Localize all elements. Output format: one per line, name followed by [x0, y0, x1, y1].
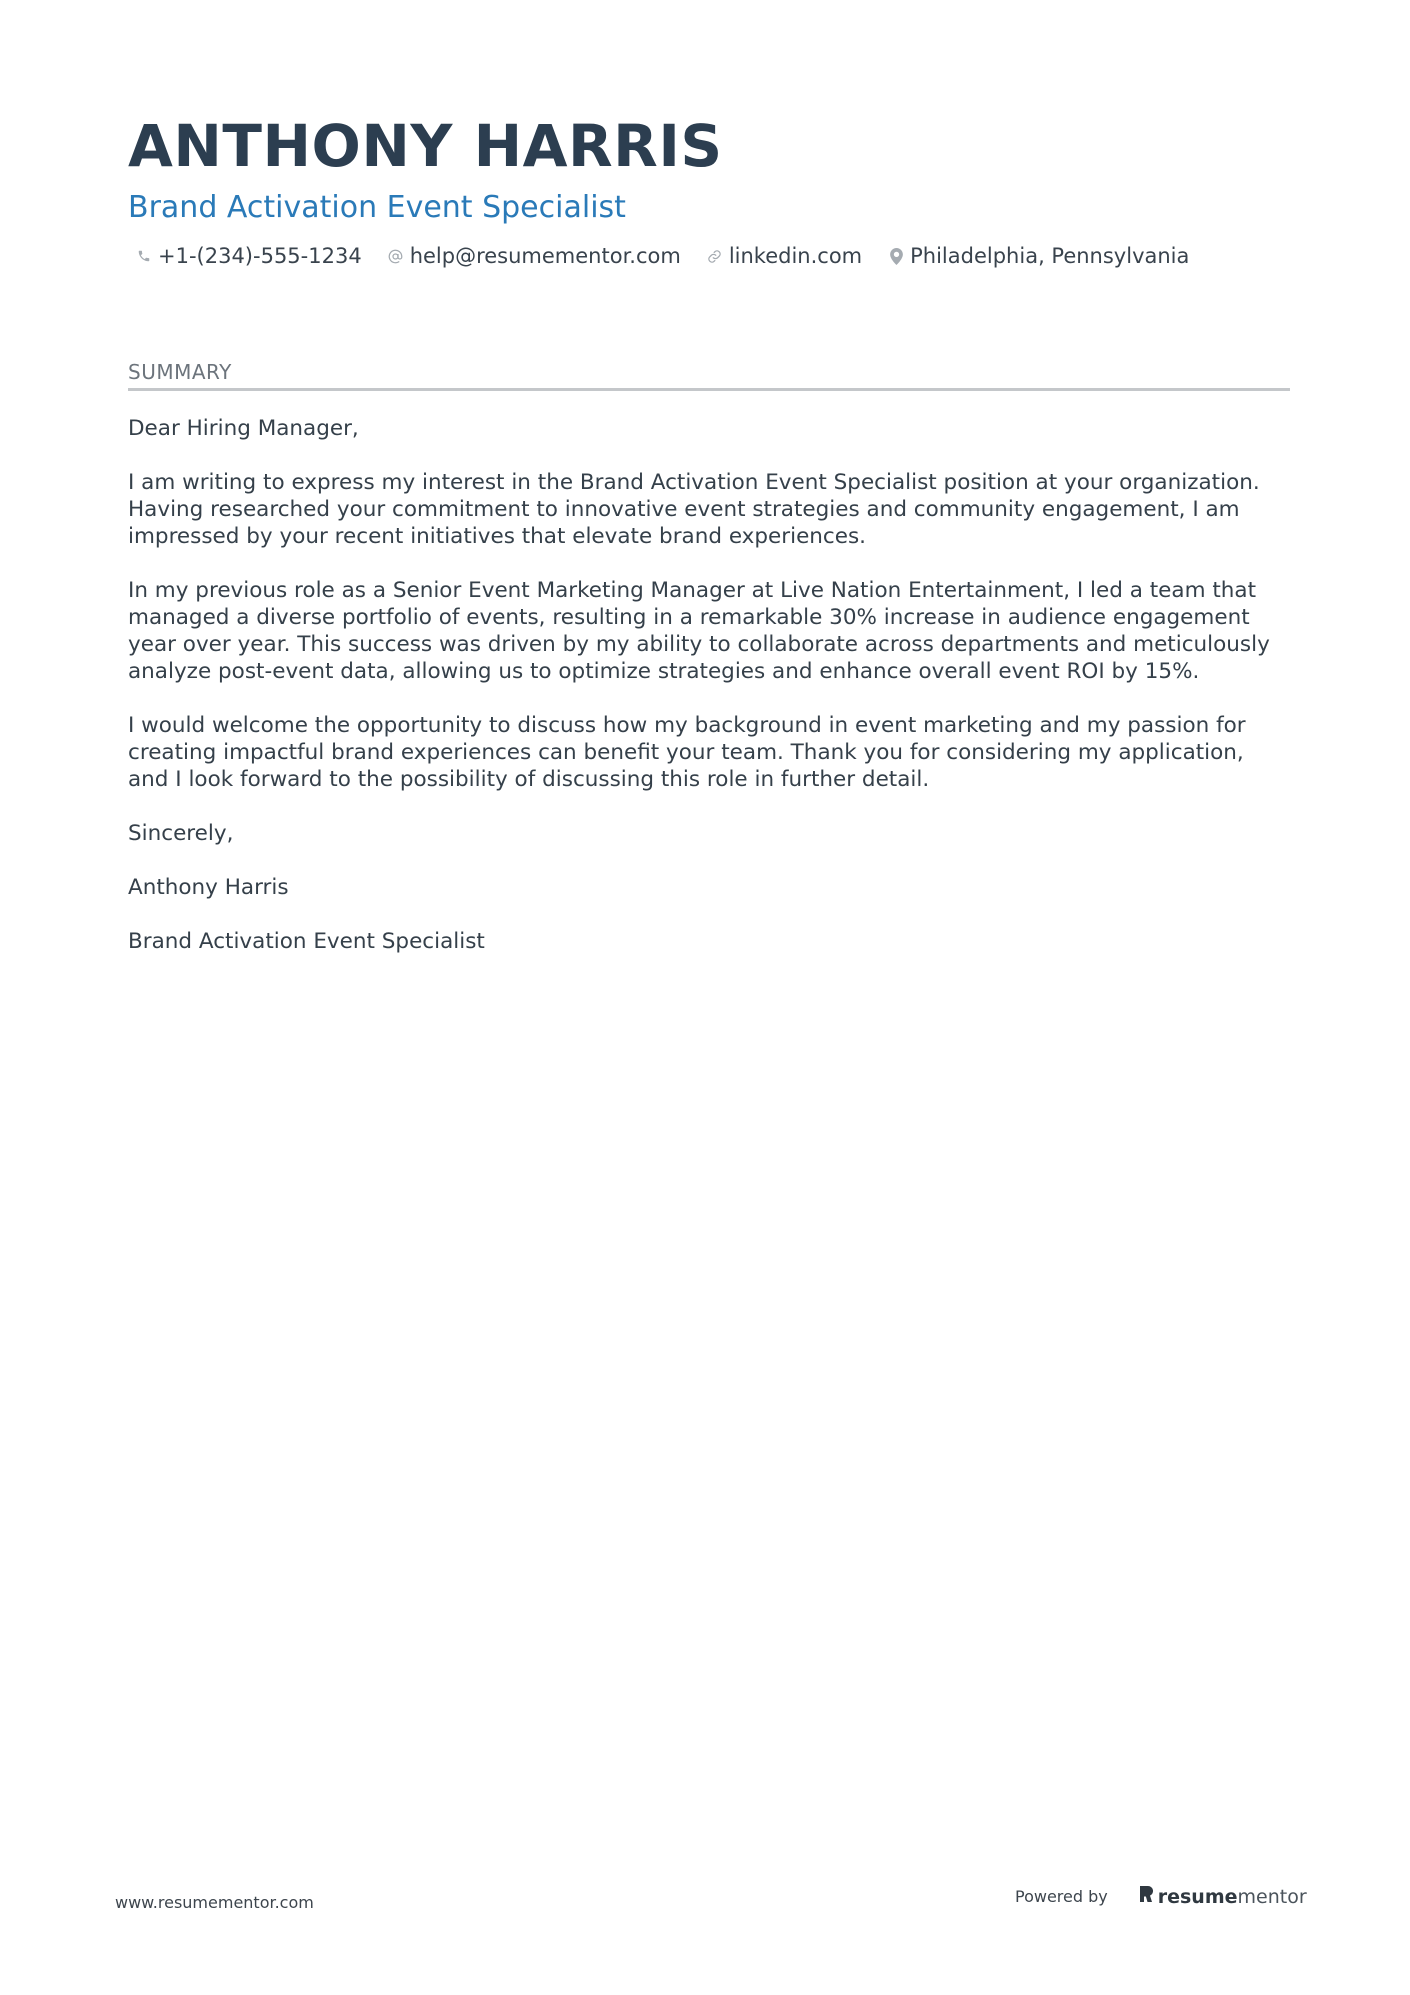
footer-powered-by	[1015, 1884, 1307, 1909]
phone-icon	[136, 246, 152, 266]
resumementor-logo[interactable]	[1138, 1884, 1307, 1909]
phone-text: +1-(234)-555-1234	[158, 244, 362, 268]
at-icon	[388, 246, 404, 266]
resumementor-logo-icon	[1138, 1884, 1154, 1909]
greeting: Dear Hiring Manager,	[128, 416, 359, 441]
header	[128, 108, 1288, 268]
contact-email	[388, 244, 681, 268]
contact-location	[888, 244, 1189, 268]
candidate-role: Brand Activation Event Specialist	[128, 190, 626, 225]
contact-row	[128, 244, 1288, 268]
powered-by-label: Powered by	[1015, 1887, 1108, 1906]
candidate-name: ANTHONY HARRIS	[128, 112, 723, 180]
paragraph-2: In my previous role as a Senior Event Marketing Manager at Live Nation Entertainment, I led a team that managed a diverse portfolio of events, resulting in a remarkable 30% increase in audience engagement year over year. This success was driven by my ability to collaborate across departments and meticulously analyze post-event data, allowing us to optimize strategies and enhance overall event ROI by 15%.	[128, 578, 1270, 684]
email-text: help@resumementor.com	[409, 244, 681, 268]
paragraph-3: I would welcome the opportunity to discuss how my background in event marketing and my passion for creating impactful brand experiences can benefit your team. Thank you for considering my application, and I look forward to the possibility of discussing this role in further detail.	[128, 713, 1246, 792]
link-text: linkedin.com	[728, 244, 863, 268]
signature-title: Brand Activation Event Specialist	[128, 929, 485, 954]
logo-text-resume: resume	[1157, 1885, 1238, 1908]
location-text: Philadelphia, Pennsylvania	[910, 244, 1190, 268]
contact-phone	[136, 244, 362, 268]
link-icon	[707, 246, 723, 266]
contact-link	[707, 244, 862, 268]
summary-section	[128, 360, 1290, 982]
section-title: SUMMARY	[128, 360, 1290, 391]
signature-name: Anthony Harris	[128, 875, 289, 900]
footer-website[interactable]: www.resumementor.com	[115, 1893, 314, 1912]
paragraph-1: I am writing to express my interest in the Brand Activation Event Specialist position at your organization. Having researched your commitment to innovative event strategies and community engagement, I am impressed by your recent initiatives that elevate brand experiences.	[128, 470, 1260, 549]
closing: Sincerely,	[128, 821, 234, 846]
logo-text-mentor: mentor	[1237, 1885, 1307, 1908]
letter-body	[128, 415, 1290, 955]
location-pin-icon	[888, 246, 904, 266]
